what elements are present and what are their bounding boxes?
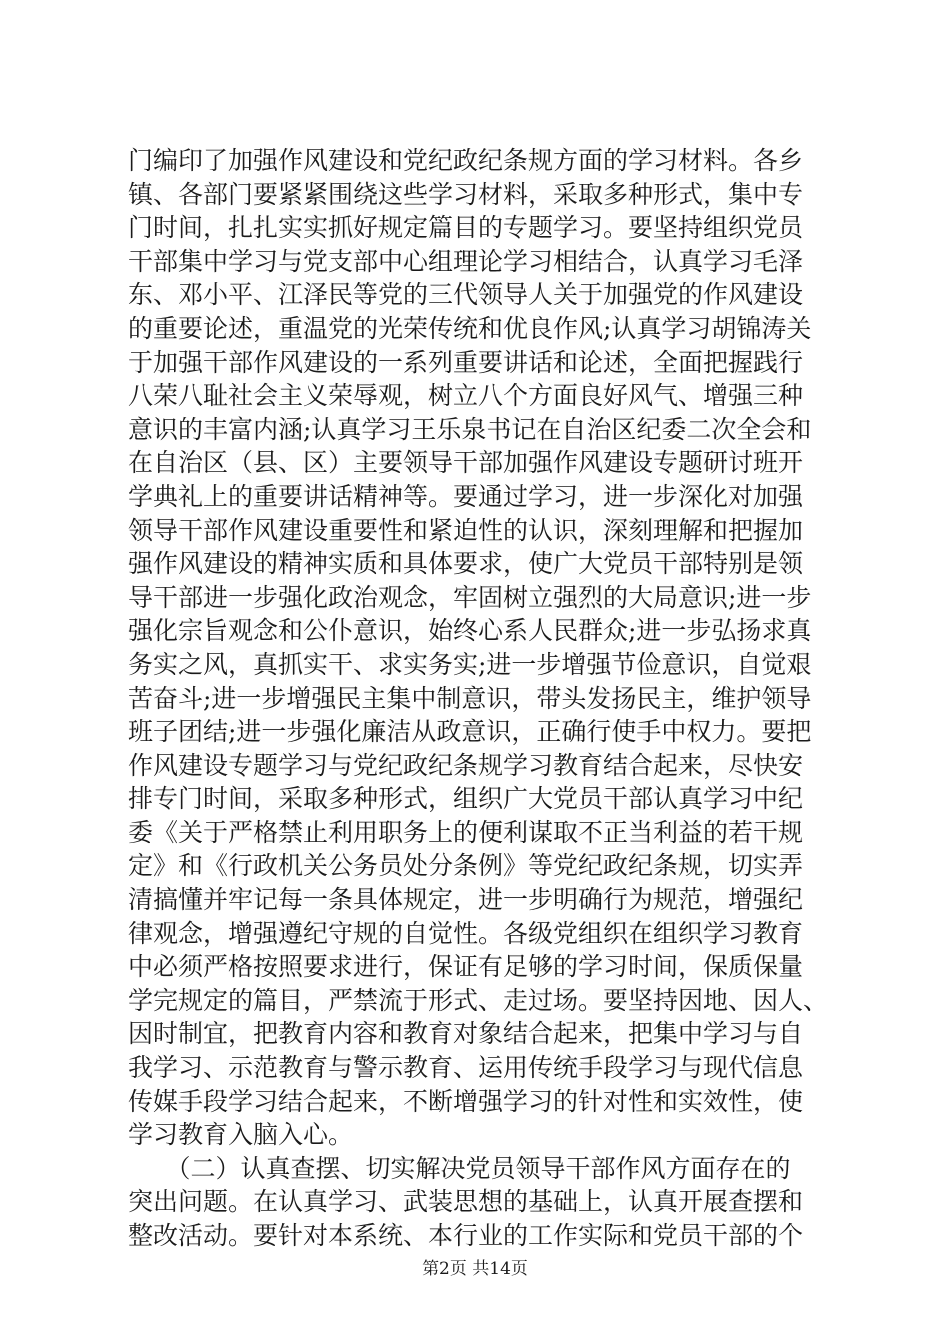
text-line: 中必须严格按照要求进行，保证有足够的学习时间，保质保量 [128,952,804,982]
text-line: 意识的丰富内涵;认真学习王乐泉书记在自治区纪委二次全会和 [128,414,812,444]
text-line: 八荣八耻社会主义荣辱观，树立八个方面良好风气、增强三种 [128,381,804,411]
text-line: 清搞懂并牢记每一条具体规定，进一步明确行为规范，增强纪 [128,885,804,915]
text-line: 镇、各部门要紧紧围绕这些学习材料，采取多种形式，集中专 [128,179,804,209]
text-line: 于加强干部作风建设的一系列重要讲话和论述，全面把握践行 [128,347,804,377]
text-line: 领导干部作风建设重要性和紧迫性的认识，深刻理解和把握加 [128,515,804,545]
text-line: 学习教育入脑入心。 [128,1120,354,1150]
text-line: 门时间，扎扎实实抓好规定篇目的专题学习。要坚持组织党员 [128,213,804,243]
text-line: 干部集中学习与党支部中心组理论学习相结合，认真学习毛泽 [128,246,804,276]
text-line: 传媒手段学习结合起来，不断增强学习的针对性和实效性，使 [128,1086,804,1116]
page-footer: 第2页 共14页 [422,1259,528,1279]
text-line: 定》和《行政机关公务员处分条例》等党纪政纪条规，切实弄 [128,851,804,881]
text-line: 强化宗旨观念和公仆意识，始终心系人民群众;进一步弘扬求真 [128,616,812,646]
text-line: 东、邓小平、江泽民等党的三代领导人关于加强党的作风建设 [128,280,804,310]
text-line: 强作风建设的精神实质和具体要求，使广大党员干部特别是领 [128,549,804,579]
text-line: 务实之风，真抓实干、求实务实;进一步增强节俭意识，自觉艰 [128,649,812,679]
text-line: 学典礼上的重要讲话精神等。要通过学习，进一步深化对加强 [128,481,804,511]
text-line: （二）认真查摆、切实解决党员领导干部作风方面存在的 [128,1153,791,1183]
text-line: 作风建设专题学习与党纪政纪条规学习教育结合起来，尽快安 [128,750,804,780]
text-line: 我学习、示范教育与警示教育、运用传统手段学习与现代信息 [128,1053,804,1083]
body-text [128,144,848,1253]
text-line: 苦奋斗;进一步增强民主集中制意识，带头发扬民主，维护领导 [128,683,812,713]
text-line: 突出问题。在认真学习、武装思想的基础上，认真开展查摆和 [128,1187,804,1217]
text-line: 因时制宜，把教育内容和教育对象结合起来，把集中学习与自 [128,1019,804,1049]
text-line: 排专门时间，采取多种形式，组织广大党员干部认真学习中纪 [128,784,804,814]
text-line: 导干部进一步强化政治观念，牢固树立强烈的大局意识;进一步 [128,582,812,612]
text-line: 门编印了加强作风建设和党纪政纪条规方面的学习材料。各乡 [128,146,804,175]
text-line: 学完规定的篇目，严禁流于形式、走过场。要坚持因地、因人、 [128,985,829,1015]
text-line: 委《关于严格禁止利用职务上的便利谋取不正当利益的若干规 [128,817,804,847]
text-line: 在自治区（县、区）主要领导干部加强作风建设专题研讨班开 [128,448,804,478]
text-line: 班子团结;进一步强化廉洁从政意识，正确行使手中权力。要把 [128,717,812,747]
text-line: 律观念，增强遵纪守规的自觉性。各级党组织在组织学习教育 [128,918,804,948]
text-line: 的重要论述，重温党的光荣传统和优良作风;认真学习胡锦涛关 [128,313,812,343]
text-line: 整改活动。要针对本系统、本行业的工作实际和党员干部的个 [128,1221,804,1250]
